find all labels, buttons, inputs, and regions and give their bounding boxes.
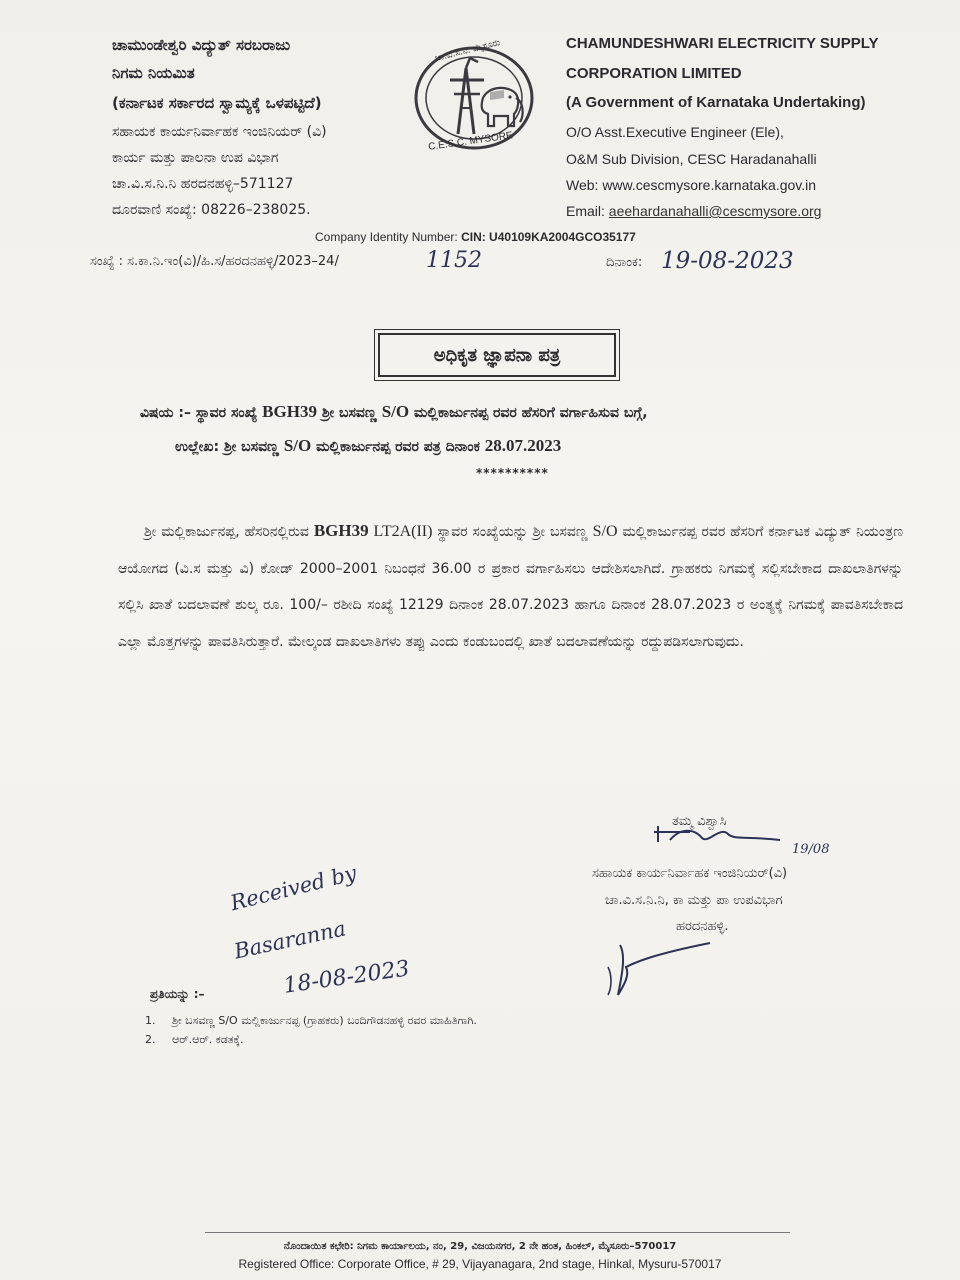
subject-line <box>140 402 648 422</box>
signature-date: 19/08 <box>792 842 830 857</box>
received-note-date: 18-08-2023 <box>282 956 412 999</box>
email-line <box>566 203 821 219</box>
cin-value: CIN: U40109KA2004GCO35177 <box>461 230 636 244</box>
footer-address-english: Registered Office: Corporate Office, # 29, Vijayanagara, 2nd stage, Hinkal, Mysuru-570017 <box>238 1257 722 1271</box>
copies-label: ಪ್ರತಿಯನ್ನು :– <box>150 987 205 1001</box>
org-name-english-line1: CHAMUNDESHWARI ELECTRICITY SUPPLY <box>566 35 879 52</box>
footer-address-kannada: ನೊಂದಾಯಿತ ಕಛೇರಿ: ನಿಗಮ ಕಾರ್ಯಾಲಯ, ನಂ, 29, ವಿಜಯನಗರ, 2 ನೇ ಹಂತ, ಹಿಂಕಲ್, ಮೈಸೂರು–570017 <box>283 1241 677 1252</box>
logo-top-text: ಚಾ.ವಿ.ಸ.ನಿ. ಮೈಸೂರು <box>433 38 502 64</box>
reference-number-label: ಸಂಖ್ಯೆ : ಸ.ಕಾ.ನಿ.ಇಂ(ವಿ)/ಹಿ.ಸ/ಹರದನಹಳ್ಳಿ/2023–24/ <box>90 254 339 269</box>
org-govt-note-english: (A Government of Karnataka Undertaking) <box>566 94 866 111</box>
reference-date: 28.07.2023 <box>484 436 562 455</box>
copy-item-1-number: 1. <box>145 1014 156 1027</box>
subject-part1: ವಿಷಯ :– ಸ್ಥಾವರ ಸಂಖ್ಯೆ <box>140 405 258 421</box>
initials-mark-icon <box>600 935 720 1015</box>
subject-connection-id: BGH39 <box>262 402 317 421</box>
reference-number-handwritten: 1152 <box>426 248 482 273</box>
body-part6: ಮಲ್ಲಿಕಾರ್ಜುನಪ್ಪ ರವರ ಹೆಸರಿಗೆ ಕರ್ನಾಟಕ ವಿದ್ಯುತ್ ನಿಯಂತ್ರಣ ಆಯೋಗದ (ವಿ.ಸ ಮತ್ತು ವಿ) ಕೋಡ್ 2000–2001 ನಿಬಂಧನೆ 36.00 ರ ಪ್ರಕಾರ ವರ್ಗಾಹಿಸಲು ಆದೇಶಿಸಲಾಗಿದೆ. ಗ್ರಾಹಕರು ನಿಗಮಕ್ಕೆ ಸಲ್ಲಿಸಬೇಕಾದ ದಾಖಲಾತಿಗಳನ್ನು ಸಲ್ಲಿಸಿ ಖಾತೆ ಬದಲಾವಣೆ ಶುಲ್ಕ ರೂ. 100/– ರಶೀದಿ ಸಂಖ್ಯೆ 12129 ದಿನಾಂಕ 28.07.2023 ಹಾಗೂ ದಿನಾಂಕ 28.07.2023 ರ ಅಂತ್ಯಕ್ಕೆ ನಿಗಮಕ್ಕೆ ಪಾವತಿಸಬೇಕಾದ ಎಲ್ಲಾ ಮೊತ್ತಗಳನ್ನು ಪಾವತಿಸಿರುತ್ತಾರೆ. ಮೇಲ್ಕಂಡ ದಾಖಲಾತಿಗಳು ತಪ್ಪು ಎಂದು ಕಂಡುಬಂದಲ್ಲಿ ಖಾತೆ ಬದಲಾವಣೆಯನ್ನು ರದ್ದುಪಡಿಸಲಾಗುವುದು. <box>118 524 904 650</box>
logo-bottom-text: C.E.S.C. MYSORE <box>427 130 514 153</box>
org-name-english-line2: CORPORATION LIMITED <box>566 65 742 82</box>
signatory-place: ಹರದನಹಳ್ಳಿ. <box>676 919 729 934</box>
receiver-initial-scribble <box>600 935 720 1015</box>
document-title-box <box>378 333 616 377</box>
website-text: Web: www.cescmysore.karnataka.gov.in <box>566 177 817 193</box>
office-designation-english: O/O Asst.Executive Engineer (Ele), <box>566 124 784 140</box>
cesc-logo <box>404 38 552 154</box>
body-part1: ಶ್ರೀ ಮಲ್ಲಿಕಾರ್ಜುನಪ್ಪ, ಹೆಸರಿನಲ್ಲಿರುವ <box>144 524 309 540</box>
email-link[interactable]: aeehardanahalli@cescmysore.org <box>608 203 822 219</box>
cin-label: Company Identity Number: <box>315 230 462 244</box>
body-tariff: LT2A(II) <box>373 523 433 540</box>
office-address-kannada: ಚಾ.ವಿ.ಸ.ನಿ.ನಿ ಹರದನಹಳ್ಳಿ–571127 <box>112 176 294 192</box>
reference-son-of: S/O <box>283 436 312 455</box>
reference-part3: ಮಲ್ಲಿಕಾರ್ಜುನಪ್ಪ ರವರ ಪತ್ರ ದಿನಾಂಕ <box>316 439 480 455</box>
subject-part3: ಶ್ರೀ ಬಸವಣ್ಣ <box>321 405 377 421</box>
org-name-kannada-line2: ನಿಗಮ ನಿಯಮಿತ <box>112 64 195 82</box>
body-paragraph <box>118 513 903 660</box>
document-title: ಅಧಿಕೃತ ಜ್ಞಾಪನಾ ಪತ್ರ <box>433 344 561 366</box>
office-designation-kannada: ಸಹಾಯಕ ಕಾರ್ಯನಿರ್ವಾಹಕ ಇಂಜಿನಿಯರ್ (ವಿ) <box>112 124 327 140</box>
date-handwritten: 19-08-2023 <box>661 248 794 274</box>
body-part4: ಸ್ಥಾವರ ಸಂಖ್ಯೆಯನ್ನು ಶ್ರೀ ಬಸವಣ್ಣ <box>437 524 588 540</box>
footer-divider <box>205 1232 790 1233</box>
office-division-english: O&M Sub Division, CESC Haradanahalli <box>566 151 817 167</box>
signature-scribble <box>650 822 790 848</box>
received-note-name: Basaranna <box>232 916 348 964</box>
signature-mark-icon <box>650 822 790 848</box>
copy-item-1-text: ಶ್ರೀ ಬಸವಣ್ಣ S/O ಮಲ್ಲಿಕಾರ್ಜುನಪ್ಪ (ಗ್ರಾಹಕರು) ಬಂದಿಗೌಡನಹಳ್ಳಿ ರವರ ಮಾಹಿತಿಗಾಗಿ. <box>172 1014 477 1027</box>
copy-item-2-number: 2. <box>145 1033 156 1046</box>
office-division-kannada: ಕಾರ್ಯ ಮತ್ತು ಪಾಲನಾ ಉಪ ವಿಭಾಗ <box>112 150 279 166</box>
signatory-designation: ಸಹಾಯಕ ಕಾರ್ಯನಿರ್ವಾಹಕ ಇಂಜಿನಿಯರ್(ವಿ) <box>592 866 788 881</box>
reference-part1: ಉಲ್ಲೇಖ: ಶ್ರೀ ಬಸವಣ್ಣ <box>175 439 279 455</box>
org-name-kannada-line1: ಚಾಮುಂಡೇಶ್ವರಿ ವಿದ್ಯುತ್ ಸರಬರಾಜು <box>112 36 291 54</box>
email-label: Email: <box>566 203 609 219</box>
reference-line <box>175 436 561 456</box>
office-phone-kannada: ದೂರವಾಣಿ ಸಂಖ್ಯೆ: 08226–238025. <box>112 202 311 218</box>
date-label: ದಿನಾಂಕ: <box>606 255 643 270</box>
signatory-office: ಚಾ.ವಿ.ಸ.ನಿ.ನಿ, ಕಾ ಮತ್ತು ಪಾ ಉಪವಿಭಾಗ <box>605 893 783 908</box>
copy-item-2-text: ಆರ್.ಆರ್. ಕಡತಕ್ಕೆ. <box>172 1033 244 1046</box>
cin-line <box>315 230 636 244</box>
separator-stars: ********** <box>476 466 549 480</box>
subject-son-of: S/O <box>381 402 410 421</box>
received-note-line1: Received by <box>228 860 359 916</box>
subject-part5: ಮಲ್ಲಿಕಾರ್ಜುನಪ್ಪ ರವರ ಹೆಸರಿಗೆ ವರ್ಗಾಹಿಸುವ ಬಗ್ಗೆ, <box>413 405 648 421</box>
body-connection-id: BGH39 <box>313 521 369 540</box>
org-govt-note-kannada: (ಕರ್ನಾಟಕ ಸರ್ಕಾರದ ಸ್ವಾಮ್ಯಕ್ಕೆ ಒಳಪಟ್ಟಿದೆ) <box>112 94 322 112</box>
body-son-of: S/O <box>592 523 618 540</box>
closing-text: ತಮ್ಮ ವಿಶ್ವಾಸಿ <box>672 814 727 829</box>
